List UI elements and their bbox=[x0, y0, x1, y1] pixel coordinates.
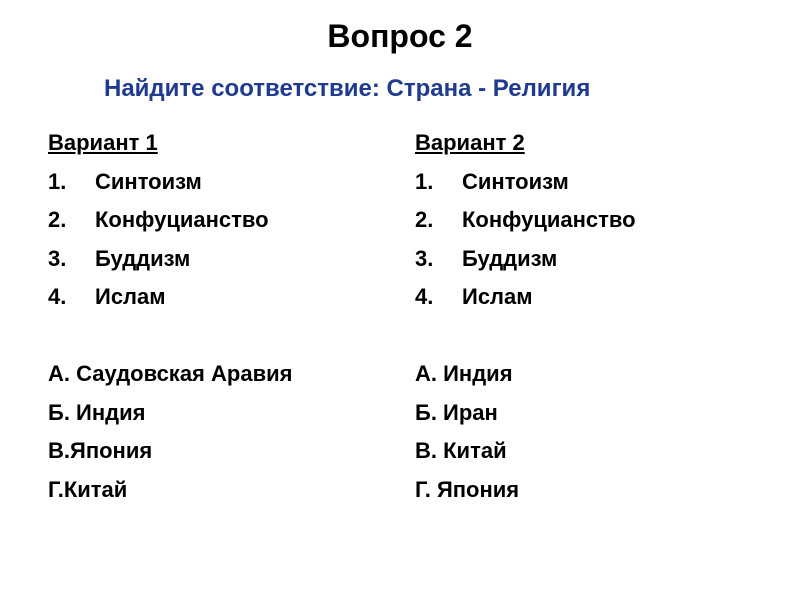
religion-name: Ислам bbox=[95, 284, 166, 309]
religion-name: Синтоизм bbox=[95, 168, 202, 194]
variant-1-religion-item bbox=[48, 240, 292, 279]
variant-2-country-item: Г. Япония bbox=[415, 476, 520, 502]
religion-name: Конфуцианство bbox=[95, 207, 269, 232]
item-number: 3. bbox=[415, 245, 434, 271]
variant-1-country-item: А. Саудовская Аравия bbox=[48, 361, 293, 386]
variant-2-religion-item bbox=[415, 278, 636, 317]
variant-2-country-item: В. Китай bbox=[415, 438, 507, 463]
variant-1-country-item: В.Япония bbox=[48, 438, 153, 463]
item-number: 2. bbox=[48, 207, 67, 232]
variant-1-column bbox=[48, 124, 292, 509]
religion-name: Буддизм bbox=[462, 245, 558, 271]
religion-name: Синтоизм bbox=[462, 168, 569, 194]
variant-1-religion-item bbox=[48, 278, 292, 317]
item-number: 2. bbox=[415, 207, 434, 232]
variant-2-religion-item bbox=[415, 163, 636, 202]
religion-name: Ислам bbox=[462, 284, 533, 309]
slide-title: Вопрос 2 bbox=[327, 18, 473, 54]
variant-1-heading: Вариант 1 bbox=[48, 130, 158, 155]
slide-subtitle: Найдите соответствие: Страна - Религия bbox=[104, 75, 591, 102]
item-number: 1. bbox=[48, 168, 67, 194]
variant-2-heading: Вариант 2 bbox=[415, 130, 525, 155]
spacer bbox=[48, 317, 292, 356]
religion-name: Буддизм bbox=[95, 245, 191, 271]
variant-1-religion-item bbox=[48, 163, 292, 202]
variant-2-country-item: А. Индия bbox=[415, 361, 513, 386]
variant-1-religion-item bbox=[48, 201, 292, 240]
item-number: 4. bbox=[415, 284, 434, 309]
item-number: 1. bbox=[415, 168, 434, 194]
variant-2-religion-item bbox=[415, 240, 636, 279]
item-number: 4. bbox=[48, 284, 67, 309]
variant-2-column bbox=[415, 124, 636, 509]
variant-1-country-item: Б. Индия bbox=[48, 399, 146, 425]
religion-name: Конфуцианство bbox=[462, 207, 636, 232]
item-number: 3. bbox=[48, 245, 67, 271]
spacer bbox=[415, 317, 636, 356]
variant-2-country-item: Б. Иран bbox=[415, 399, 498, 425]
variant-2-religion-item bbox=[415, 201, 636, 240]
variant-1-country-item: Г.Китай bbox=[48, 476, 128, 502]
